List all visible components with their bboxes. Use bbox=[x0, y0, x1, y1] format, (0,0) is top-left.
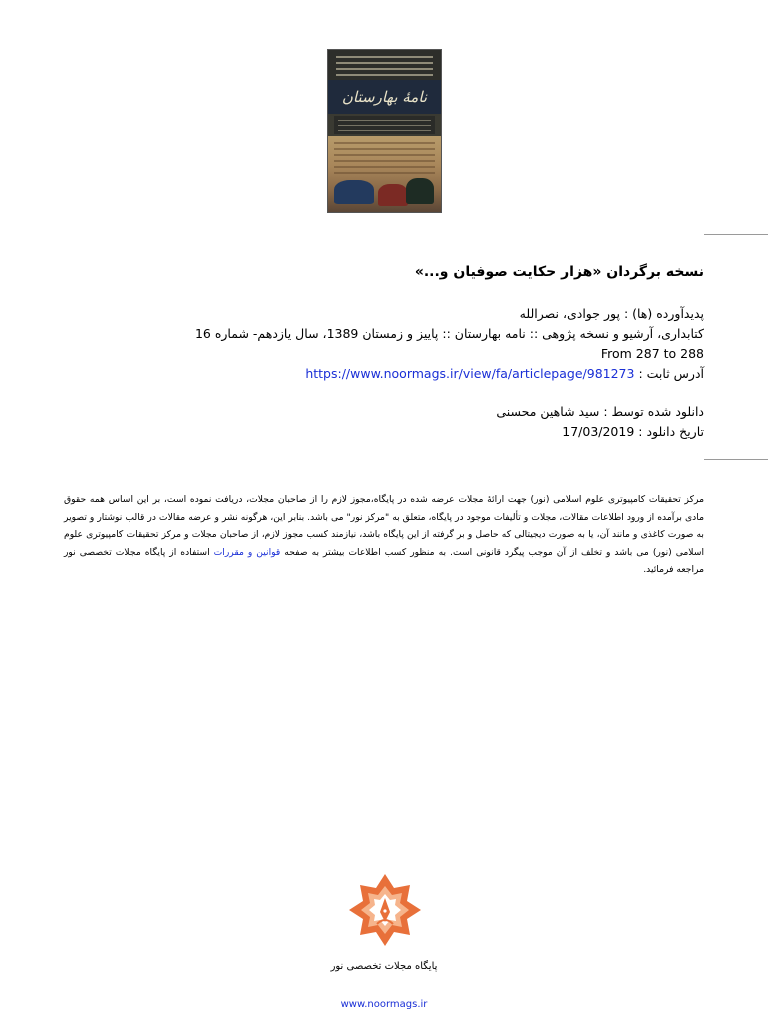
cover-header-band bbox=[328, 50, 441, 80]
pages-value: From 287 to 288 bbox=[600, 346, 704, 361]
article-title: نسخه برگردان «هزار حکایت صوفیان و...» bbox=[414, 264, 704, 280]
authors-value: پور جوادی، نصرالله bbox=[519, 306, 620, 321]
downloaded-by-value: سید شاهین محسنی bbox=[496, 404, 600, 419]
downloaded-by-line bbox=[496, 402, 704, 422]
cover-subtitle-band bbox=[334, 116, 435, 134]
authors-label: پدیدآورده (ها) : bbox=[623, 306, 704, 321]
footer-site-name: پایگاه مجلات تخصصی نور bbox=[330, 961, 438, 972]
copyright-disclaimer bbox=[64, 491, 704, 579]
downloaded-by-label: دانلود شده توسط : bbox=[603, 404, 704, 419]
authors-line bbox=[520, 304, 704, 324]
pages-line bbox=[601, 344, 704, 364]
terms-link[interactable]: قوانین و مقررات bbox=[213, 546, 281, 558]
cover-manuscript-illustration bbox=[328, 136, 441, 212]
cover-title: نامهٔ بهارستان bbox=[328, 80, 441, 114]
download-date-label: تاریخ دانلود : bbox=[638, 424, 704, 439]
download-date-value: 17/03/2019 bbox=[562, 424, 635, 439]
divider-top bbox=[704, 234, 768, 235]
noormags-logo-icon bbox=[348, 873, 422, 947]
journal-cover-image bbox=[327, 49, 442, 213]
url-line bbox=[305, 364, 704, 384]
disclaimer-text: مرکز تحقیقات کامپیوتری علوم اسلامی (نور) جهت ارائهٔ مجلات عرضه شده در پایگاه،مجوز لازم را از صاحبان مجلات، دریافت نموده است، بر این اساس همه حقوق مادی برآمده از ورود اطلاعات مقالات، مجلات و تألیفات موجود در پایگاه، متعلق به "مرکز نور" می باشد. بنابر این، هرگونه نشر و عرضه مقالات در قالب نوشتار و تصویر به صورت کاغذی و مانند آن، یا به صورت دیجیتالی که حاصل و بر گرفته از این پایگاه باشد، نیازمند کسب مجوز لازم، از صاحبان مجلات و مرکز تحقیقات کامپیوتری علوم اسلامی (نور) می باشد و تخلف از آن موجب پیگرد قانونی است. به منظور کسب اطلاعات بیشتر به صفحه bbox=[64, 494, 705, 558]
download-date-line bbox=[562, 422, 704, 442]
disclaimer-tail: استفاده از پایگاه مجلات تخصصی نور مراجعه فرمائید. bbox=[64, 546, 704, 575]
journal-line: کتابداری، آرشیو و نسخه پژوهی :: نامه بهارستان :: پاییز و زمستان 1389، سال یازدهم- شماره 16 bbox=[194, 326, 704, 341]
url-label: آدرس ثابت : bbox=[638, 366, 704, 381]
footer-site-url[interactable]: www.noormags.ir bbox=[340, 999, 428, 1010]
article-url-link[interactable]: https://www.noormags.ir/view/fa/articlepage/981273 bbox=[305, 366, 635, 381]
divider-bottom bbox=[704, 459, 768, 460]
